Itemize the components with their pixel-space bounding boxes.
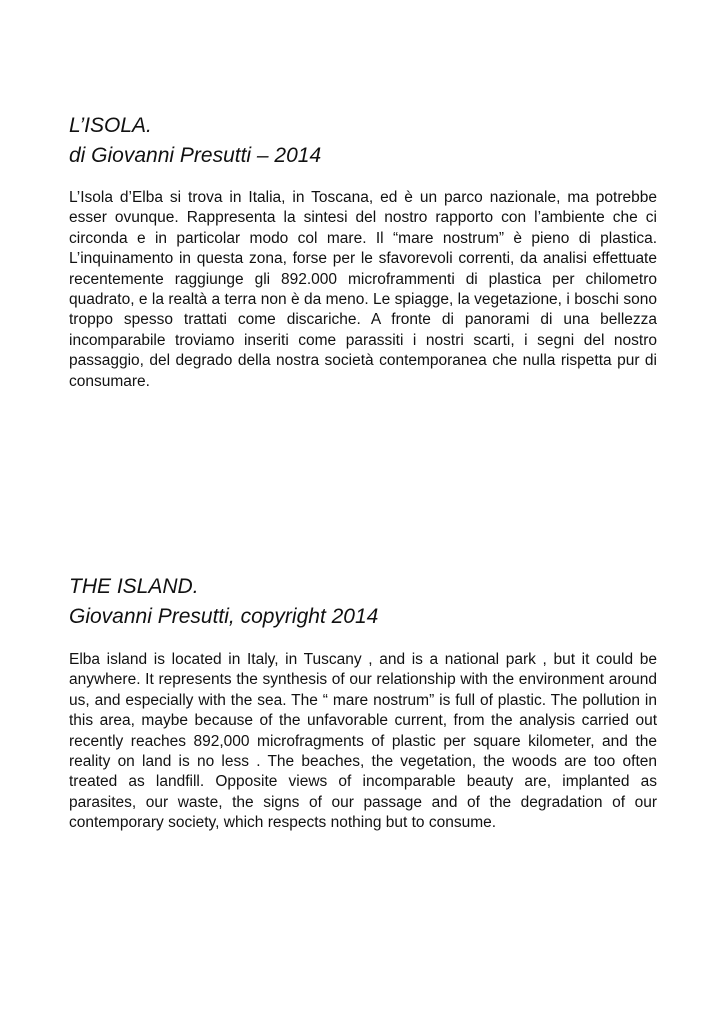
italian-section [69, 111, 657, 392]
english-body-paragraph: Elba island is located in Italy, in Tuscany , and is a national park , but it could be anywhere. It represents the synthesis of our relationship with the environment around us, and especially with the sea. The “ mare nostrum” is full of plastic. The pollution in this area, maybe because of the unfavorable current, from the analysis carried out recently reaches 892,000 microfragments of plastic per square kilometer, and the reality on land is no less . The beaches, the vegetation, the woods are too often treated as landfill. Opposite views of incomparable beauty are, implanted as parasites, our waste, the signs of our passage and of the degradation of our contemporary society, which respects nothing but to consume. [69, 651, 657, 832]
italian-subtitle: di Giovanni Presutti – 2014 [69, 144, 322, 167]
english-section [69, 572, 657, 834]
italian-title: L’ISOLA. [69, 114, 152, 137]
english-title: THE ISLAND. [69, 575, 199, 598]
italian-body-paragraph: L’Isola d’Elba si trova in Italia, in Toscana, ed è un parco nazionale, ma potrebbe esser ovunque. Rappresenta la sintesi del nostro rapporto con l’ambiente che ci circonda e in particolar modo col mare. Il “mare nostrum” è pieno di plastica. L’inquinamento in questa zona, forse per le sfavorevoli correnti, da analisi effettuate recentemente raggiunge gli 892.000 microframmenti di plastica per chilometro quadrato, e la realtà a terra non è da meno. Le spiagge, la vegetazione, i boschi sono troppo spesso trattati come discariche. A fronte di panorami di una bellezza incomparabile troviamo inseriti come parassiti i nostri scarti, i segni del nostro passaggio, del degrado della nostra società contemporanea che nulla rispetta pur di consumare. [69, 189, 657, 390]
english-subtitle: Giovanni Presutti, copyright 2014 [69, 605, 379, 628]
